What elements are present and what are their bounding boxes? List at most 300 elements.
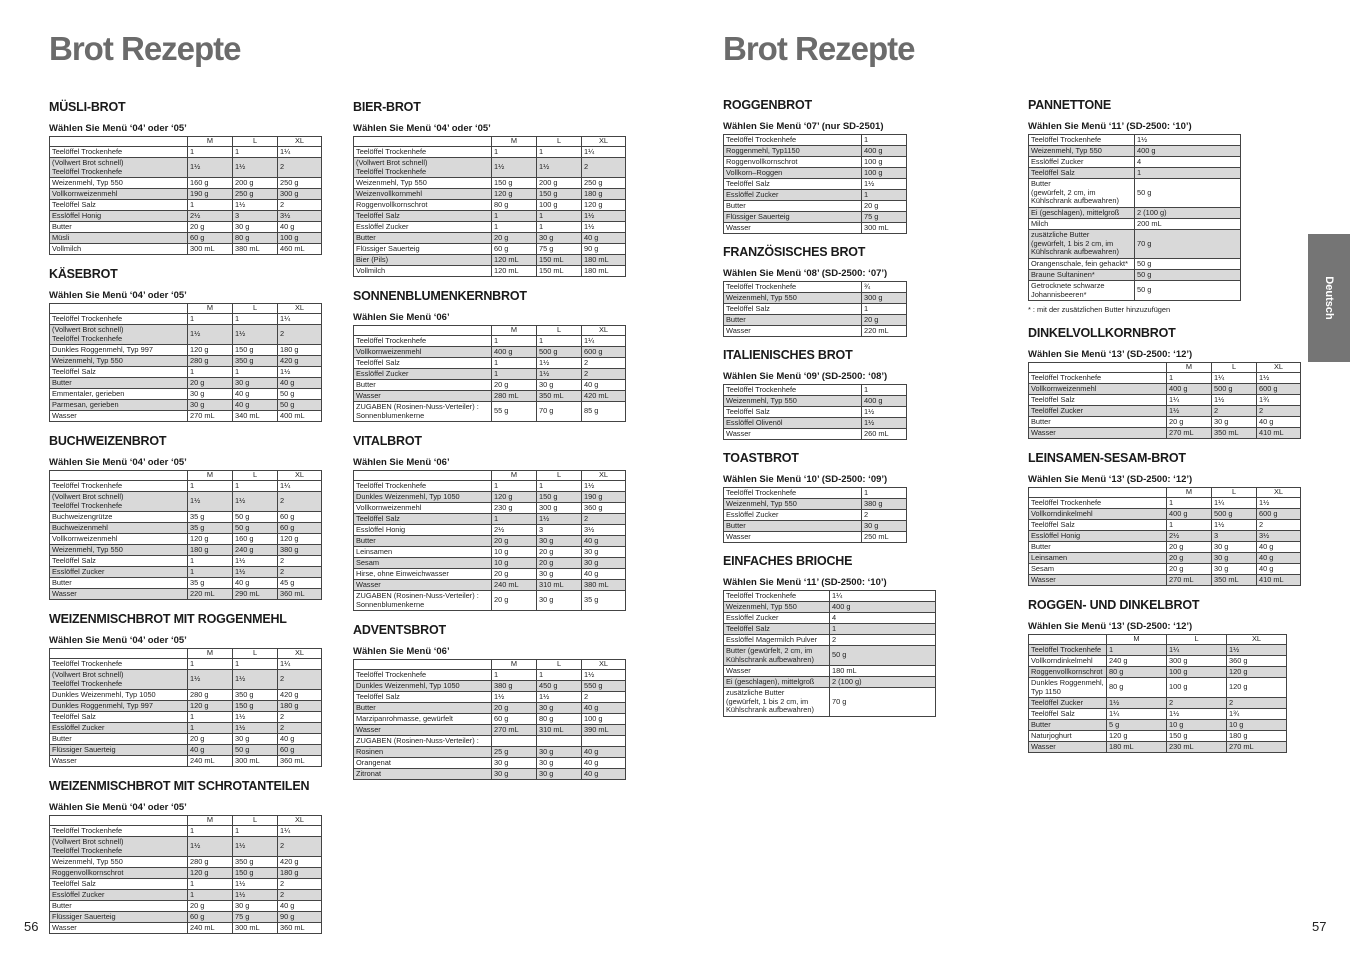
ingredients-table — [49, 815, 322, 934]
ingredient-amount: 1 — [188, 200, 233, 211]
table-row — [1029, 542, 1301, 553]
size-header: XL — [582, 471, 626, 481]
ingredient-amount: 160 g — [188, 178, 233, 189]
ingredient-amount: 1½ — [492, 158, 537, 178]
ingredient-amount: 380 g — [278, 545, 322, 556]
ingredient-name: Esslöffel Zucker — [354, 369, 492, 380]
ingredient-amount: 60 g — [188, 233, 233, 244]
table-row — [50, 723, 322, 734]
ingredient-amount: 1 — [188, 567, 233, 578]
table-row — [1029, 428, 1301, 439]
table-row — [1029, 179, 1241, 208]
ingredient-amount: 75 g — [537, 244, 582, 255]
ingredient-amount: 20 g — [1167, 542, 1212, 553]
size-header: L — [233, 816, 278, 826]
ingredient-amount: 1½ — [1167, 406, 1212, 417]
ingredient-name: Wasser — [724, 666, 830, 677]
size-header: L — [1167, 635, 1227, 645]
ingredient-name: Rosinen — [354, 747, 492, 758]
ingredient-name: Butter — [354, 703, 492, 714]
table-row — [354, 233, 626, 244]
table-row — [1029, 230, 1241, 259]
ingredient-amount: 1½ — [188, 837, 233, 857]
language-tab-label: Deutsch — [1323, 276, 1335, 320]
table-row — [724, 223, 907, 234]
ingredient-name: Weizenmehl, Typ 550 — [724, 499, 862, 510]
ingredient-name: Wasser — [50, 923, 188, 934]
ingredient-amount: 1 — [862, 304, 907, 315]
ingredient-name: Butter — [724, 315, 862, 326]
ingredient-amount: 2 — [582, 369, 626, 380]
ingredient-amount: 1¼ — [1107, 709, 1167, 720]
ingredients-table — [723, 281, 907, 337]
ingredient-amount: 360 mL — [278, 589, 322, 600]
ingredient-name: Braune Sultaninen* — [1029, 270, 1135, 281]
ingredient-name: Parmesan, gerieben — [50, 400, 188, 411]
ingredient-name: Teelöffel Trockenhefe — [724, 488, 862, 499]
table-row — [50, 512, 322, 523]
table-row — [354, 736, 626, 747]
ingredient-name: Vollkornweizenmehl — [1029, 384, 1167, 395]
ingredient-amount: 50 g — [1135, 281, 1241, 301]
table-row — [50, 670, 322, 690]
ingredient-amount: 90 g — [582, 244, 626, 255]
recipe-section — [1028, 451, 1302, 586]
ingredient-amount — [492, 736, 537, 747]
ingredient-amount: 1 — [188, 481, 233, 492]
ingredient-amount: 1½ — [233, 723, 278, 734]
table-row — [1029, 281, 1241, 301]
ingredient-name: Vollkornweizenmehl — [50, 534, 188, 545]
ingredients-table — [723, 134, 907, 234]
table-row — [354, 692, 626, 703]
ingredient-amount: 2 — [1212, 406, 1257, 417]
ingredient-name: Teelöffel Salz — [50, 712, 188, 723]
table-row — [50, 189, 322, 200]
ingredient-amount: 4 — [1135, 157, 1241, 168]
ingredient-amount: 40 g — [1257, 542, 1301, 553]
table-row — [1029, 575, 1301, 586]
ingredient-amount: 40 g — [188, 745, 233, 756]
ingredient-amount: 1½ — [233, 890, 278, 901]
size-header: XL — [278, 137, 322, 147]
table-row — [354, 580, 626, 591]
ingredient-amount: 1 — [492, 514, 537, 525]
ingredient-name: (Vollwert Brot schnell) Teelöffel Trockenhefe — [354, 158, 492, 178]
ingredient-amount: 3½ — [1257, 531, 1301, 542]
ingredient-amount: 120 g — [582, 200, 626, 211]
table-row — [354, 703, 626, 714]
table-row — [1029, 146, 1241, 157]
table-row — [724, 326, 907, 337]
ingredient-name: Flüssiger Sauerteig — [724, 212, 862, 223]
ingredient-name: Roggenvollkornschrot — [1029, 667, 1107, 678]
ingredient-amount: 240 g — [1107, 656, 1167, 667]
ingredient-amount: 300 mL — [188, 244, 233, 255]
ingredient-amount: 380 g — [492, 681, 537, 692]
ingredient-amount: 150 mL — [537, 266, 582, 277]
ingredient-amount: 2 — [278, 837, 322, 857]
menu-instruction: Wählen Sie Menü ‘13’ (SD-2500: ‘12’) — [1028, 474, 1193, 485]
ingredient-amount: 1½ — [492, 692, 537, 703]
recipe-title: KÄSEBROT — [49, 267, 118, 281]
ingredient-amount: 40 g — [582, 758, 626, 769]
ingredient-amount: 500 g — [1212, 384, 1257, 395]
ingredient-name: Vollkorndinkelmehl — [1029, 509, 1167, 520]
ingredient-name: Getrocknete schwarze Johannisbeeren* — [1029, 281, 1135, 301]
ingredient-amount: 1 — [862, 135, 907, 146]
table-header-row — [354, 471, 626, 481]
table-row — [724, 613, 936, 624]
table-row — [724, 135, 907, 146]
ingredient-amount: 30 g — [537, 769, 582, 780]
ingredient-amount: 180 mL — [1107, 742, 1167, 753]
ingredients-table — [1028, 634, 1287, 753]
ingredient-amount: 600 g — [1257, 384, 1301, 395]
ingredient-amount: 120 g — [188, 345, 233, 356]
ingredient-name: Butter — [354, 380, 492, 391]
ingredient-name: Wasser — [354, 580, 492, 591]
ingredient-amount: 30 g — [537, 569, 582, 580]
ingredient-amount: 2 — [278, 890, 322, 901]
ingredient-amount: 350 g — [233, 857, 278, 868]
size-header: XL — [1257, 363, 1301, 373]
ingredient-amount: 60 g — [492, 714, 537, 725]
size-header: XL — [582, 660, 626, 670]
ingredient-amount: 390 mL — [582, 725, 626, 736]
ingredient-amount: 1¼ — [278, 147, 322, 158]
ingredient-amount: 450 g — [537, 681, 582, 692]
ingredient-amount: 1½ — [1135, 135, 1241, 146]
ingredient-amount: 410 mL — [1257, 575, 1301, 586]
ingredient-amount: 180 mL — [582, 266, 626, 277]
column-4 — [1028, 98, 1302, 765]
ingredient-name: Esslöffel Olivenöl — [724, 418, 862, 429]
ingredient-name: Wasser — [1029, 428, 1167, 439]
ingredient-amount: 1½ — [1227, 645, 1287, 656]
table-row — [354, 266, 626, 277]
ingredient-name: Teelöffel Salz — [724, 624, 830, 635]
ingredient-amount: 1½ — [1212, 520, 1257, 531]
ingredient-amount: 1¼ — [582, 147, 626, 158]
ingredient-amount: 2 — [278, 723, 322, 734]
ingredient-name: Dunkles Weizenmehl, Typ 1050 — [354, 681, 492, 692]
ingredient-amount: 3 — [1212, 531, 1257, 542]
ingredients-table — [353, 325, 626, 422]
ingredient-name: Teelöffel Trockenhefe — [1029, 645, 1107, 656]
ingredient-name: Ei (geschlagen), mittelgroß — [724, 677, 830, 688]
ingredient-amount: 20 g — [492, 233, 537, 244]
size-header: M — [492, 137, 537, 147]
ingredient-name: Teelöffel Salz — [354, 211, 492, 222]
ingredient-amount: 55 g — [492, 402, 537, 422]
table-row — [50, 556, 322, 567]
ingredient-amount: 30 g — [233, 222, 278, 233]
ingredient-name: Teelöffel Salz — [50, 367, 188, 378]
ingredient-amount: 40 g — [233, 578, 278, 589]
ingredient-name: Wasser — [724, 223, 862, 234]
table-row — [1029, 384, 1301, 395]
ingredient-amount: 20 g — [492, 380, 537, 391]
ingredient-amount: 5 g — [1107, 720, 1167, 731]
recipe-section — [353, 623, 627, 780]
ingredient-name: Buchweizengrütze — [50, 512, 188, 523]
table-row — [50, 325, 322, 345]
table-row — [354, 244, 626, 255]
table-row — [1029, 645, 1287, 656]
ingredient-name: Sesam — [354, 558, 492, 569]
table-row — [50, 923, 322, 934]
ingredient-amount: 10 g — [492, 547, 537, 558]
ingredient-amount: 280 g — [188, 356, 233, 367]
menu-instruction: Wählen Sie Menü ‘11’ (SD-2500: ‘10’) — [723, 577, 887, 588]
size-header: XL — [278, 304, 322, 314]
ingredient-amount: 40 g — [1257, 553, 1301, 564]
ingredient-amount: 240 mL — [492, 580, 537, 591]
ingredient-amount: 1½ — [862, 418, 907, 429]
ingredient-amount: 1 — [233, 314, 278, 325]
ingredient-amount: 30 g — [537, 591, 582, 611]
ingredient-amount: 1 — [492, 670, 537, 681]
ingredient-amount: 75 g — [862, 212, 907, 223]
table-row — [354, 525, 626, 536]
ingredient-amount: 1¾ — [1257, 395, 1301, 406]
ingredient-amount: 2 — [1257, 520, 1301, 531]
table-row — [1029, 135, 1241, 146]
ingredient-amount: 30 g — [582, 558, 626, 569]
ingredient-amount: 80 g — [1107, 667, 1167, 678]
table-row — [724, 304, 907, 315]
ingredient-amount: 1 — [188, 723, 233, 734]
ingredient-name: Teelöffel Trockenhefe — [354, 481, 492, 492]
ingredient-name: Esslöffel Zucker — [724, 510, 862, 521]
ingredient-name: (Vollwert Brot schnell) Teelöffel Trockenhefe — [50, 158, 188, 178]
table-row — [50, 411, 322, 422]
ingredient-amount: 2½ — [1167, 531, 1212, 542]
recipe-section — [49, 612, 323, 767]
table-row — [50, 826, 322, 837]
ingredient-amount: 1 — [188, 890, 233, 901]
ingredient-name: Esslöffel Zucker — [50, 567, 188, 578]
ingredient-name: Weizenmehl, Typ 550 — [354, 178, 492, 189]
ingredient-name: Weizenmehl, Typ 550 — [50, 356, 188, 367]
ingredient-amount: 70 g — [537, 402, 582, 422]
ingredient-amount: 240 mL — [188, 756, 233, 767]
header-blank — [1029, 635, 1107, 645]
table-row — [1029, 417, 1301, 428]
ingredient-amount: 1½ — [582, 222, 626, 233]
table-row — [354, 714, 626, 725]
ingredient-name: Wasser — [1029, 575, 1167, 586]
ingredient-amount: 1 — [188, 712, 233, 723]
table-row — [354, 255, 626, 266]
ingredient-amount: 1½ — [582, 670, 626, 681]
page-title-right: Brot Rezepte — [723, 30, 915, 67]
table-row — [724, 532, 907, 543]
ingredient-amount: 500 g — [537, 347, 582, 358]
size-header: M — [1107, 635, 1167, 645]
recipe-section — [49, 267, 323, 422]
table-header-row — [1029, 363, 1301, 373]
ingredient-amount: 90 g — [278, 912, 322, 923]
ingredient-amount: 20 g — [492, 569, 537, 580]
recipe-title: ITALIENISCHES BROT — [723, 348, 853, 362]
ingredient-amount: 1½ — [537, 358, 582, 369]
ingredient-amount: 180 mL — [830, 666, 936, 677]
ingredient-amount: 80 g — [492, 200, 537, 211]
table-row — [724, 488, 907, 499]
size-header: XL — [278, 471, 322, 481]
ingredient-amount: 30 g — [1212, 542, 1257, 553]
recipe-section — [353, 434, 627, 611]
ingredients-table — [1028, 487, 1301, 586]
ingredient-amount: 460 mL — [278, 244, 322, 255]
ingredient-amount: 20 g — [862, 315, 907, 326]
ingredient-amount: 50 g — [1135, 270, 1241, 281]
recipe-title: ROGGENBROT — [723, 98, 812, 112]
ingredient-amount: 1 — [1167, 373, 1212, 384]
ingredient-amount: 150 g — [492, 178, 537, 189]
ingredient-name: Teelöffel Trockenhefe — [724, 591, 830, 602]
ingredient-amount: 20 g — [537, 558, 582, 569]
table-row — [50, 756, 322, 767]
ingredient-name: Wasser — [1029, 742, 1107, 753]
ingredient-name: Vollmilch — [354, 266, 492, 277]
table-header-row — [50, 816, 322, 826]
menu-instruction: Wählen Sie Menü ‘13’ (SD-2500: ‘12’) — [1028, 621, 1193, 632]
header-blank — [50, 471, 188, 481]
ingredient-amount: 250 g — [233, 189, 278, 200]
ingredient-name: Teelöffel Salz — [1029, 395, 1167, 406]
table-row — [724, 688, 936, 717]
ingredient-name: Esslöffel Magermilch Pulver — [724, 635, 830, 646]
ingredient-name: Esslöffel Honig — [354, 525, 492, 536]
ingredient-amount: 270 mL — [492, 725, 537, 736]
ingredient-amount: 40 g — [278, 222, 322, 233]
size-header: L — [233, 471, 278, 481]
ingredient-name: Teelöffel Salz — [1029, 168, 1135, 179]
ingredient-amount: 400 g — [1167, 384, 1212, 395]
header-blank — [1029, 363, 1167, 373]
recipe-section — [1028, 326, 1302, 439]
ingredient-amount: 1½ — [188, 158, 233, 178]
table-row — [724, 168, 907, 179]
size-header: L — [233, 304, 278, 314]
ingredient-amount: 1¼ — [1212, 373, 1257, 384]
ingredient-amount: 270 mL — [1167, 428, 1212, 439]
table-row — [1029, 219, 1241, 230]
ingredient-name: Teelöffel Trockenhefe — [50, 659, 188, 670]
ingredient-name: Vollkorn–Roggen — [724, 168, 862, 179]
ingredient-amount: 270 mL — [1167, 575, 1212, 586]
ingredient-amount: 2½ — [492, 525, 537, 536]
ingredient-name: (Vollwert Brot schnell) Teelöffel Trockenhefe — [50, 492, 188, 512]
ingredient-amount: 1¼ — [278, 481, 322, 492]
ingredient-amount: 2½ — [188, 211, 233, 222]
table-row — [50, 545, 322, 556]
table-row — [1029, 520, 1301, 531]
ingredient-amount: 20 g — [492, 591, 537, 611]
ingredient-amount: 50 g — [1135, 179, 1241, 208]
ingredient-amount: 1 — [233, 367, 278, 378]
table-row — [724, 146, 907, 157]
table-header-row — [354, 660, 626, 670]
size-header: L — [537, 471, 582, 481]
table-row — [354, 336, 626, 347]
menu-instruction: Wählen Sie Menü ‘08’ (SD-2500: ‘07’) — [723, 268, 888, 279]
ingredient-name: Hirse, ohne Einweichwasser — [354, 569, 492, 580]
recipe-section — [723, 348, 935, 440]
table-row — [1029, 698, 1287, 709]
table-row — [354, 591, 626, 611]
ingredient-name: Roggenmehl, Typ1150 — [724, 146, 862, 157]
ingredient-amount: 35 g — [188, 523, 233, 534]
ingredient-name: Orangenat — [354, 758, 492, 769]
size-header: L — [1212, 363, 1257, 373]
ingredient-name: Esslöffel Zucker — [50, 723, 188, 734]
ingredient-amount: 1 — [537, 336, 582, 347]
table-row — [724, 157, 907, 168]
ingredient-amount: 200 g — [233, 178, 278, 189]
ingredient-amount: 60 g — [492, 244, 537, 255]
ingredient-amount: 30 g — [582, 547, 626, 558]
ingredient-amount: 1½ — [537, 369, 582, 380]
table-row — [50, 589, 322, 600]
ingredients-table — [49, 470, 322, 600]
ingredient-amount: 1½ — [188, 670, 233, 690]
ingredient-amount: 240 mL — [188, 923, 233, 934]
ingredient-amount: 120 g — [1227, 667, 1287, 678]
ingredient-amount: 20 g — [188, 222, 233, 233]
ingredient-amount: 2 — [278, 492, 322, 512]
ingredient-amount: 1½ — [862, 407, 907, 418]
ingredient-amount: 2 — [278, 670, 322, 690]
table-row — [1029, 373, 1301, 384]
ingredient-amount: 30 g — [1212, 553, 1257, 564]
ingredient-name: Weizenmehl, Typ 550 — [724, 602, 830, 613]
size-header: XL — [1227, 635, 1287, 645]
recipe-section — [353, 289, 627, 422]
ingredient-amount: 1 — [492, 336, 537, 347]
table-row — [50, 481, 322, 492]
size-header: L — [537, 326, 582, 336]
ingredient-name: Wasser — [50, 756, 188, 767]
recipe-title: BIER-BROT — [353, 100, 421, 114]
table-row — [1029, 564, 1301, 575]
table-row — [50, 211, 322, 222]
ingredient-amount: 100 g — [1167, 667, 1227, 678]
ingredient-amount: 1 — [830, 624, 936, 635]
ingredient-name: Teelöffel Trockenhefe — [1029, 135, 1135, 146]
table-row — [724, 293, 907, 304]
ingredient-name: (Vollwert Brot schnell) Teelöffel Trockenhefe — [50, 670, 188, 690]
ingredient-amount: 1 — [492, 481, 537, 492]
ingredient-amount: 1 — [537, 147, 582, 158]
table-row — [354, 402, 626, 422]
ingredient-amount: 360 g — [582, 503, 626, 514]
table-row — [724, 418, 907, 429]
table-row — [724, 179, 907, 190]
ingredient-amount: 120 g — [1107, 731, 1167, 742]
ingredient-amount: 35 g — [188, 512, 233, 523]
ingredient-amount: 75 g — [233, 912, 278, 923]
recipe-title: LEINSAMEN-SESAM-BROT — [1028, 451, 1186, 465]
ingredient-amount: 200 mL — [1135, 219, 1241, 230]
ingredient-amount: 30 g — [537, 233, 582, 244]
ingredient-amount: 1 — [537, 481, 582, 492]
ingredient-amount: 40 g — [278, 734, 322, 745]
ingredient-amount: 1 — [233, 659, 278, 670]
